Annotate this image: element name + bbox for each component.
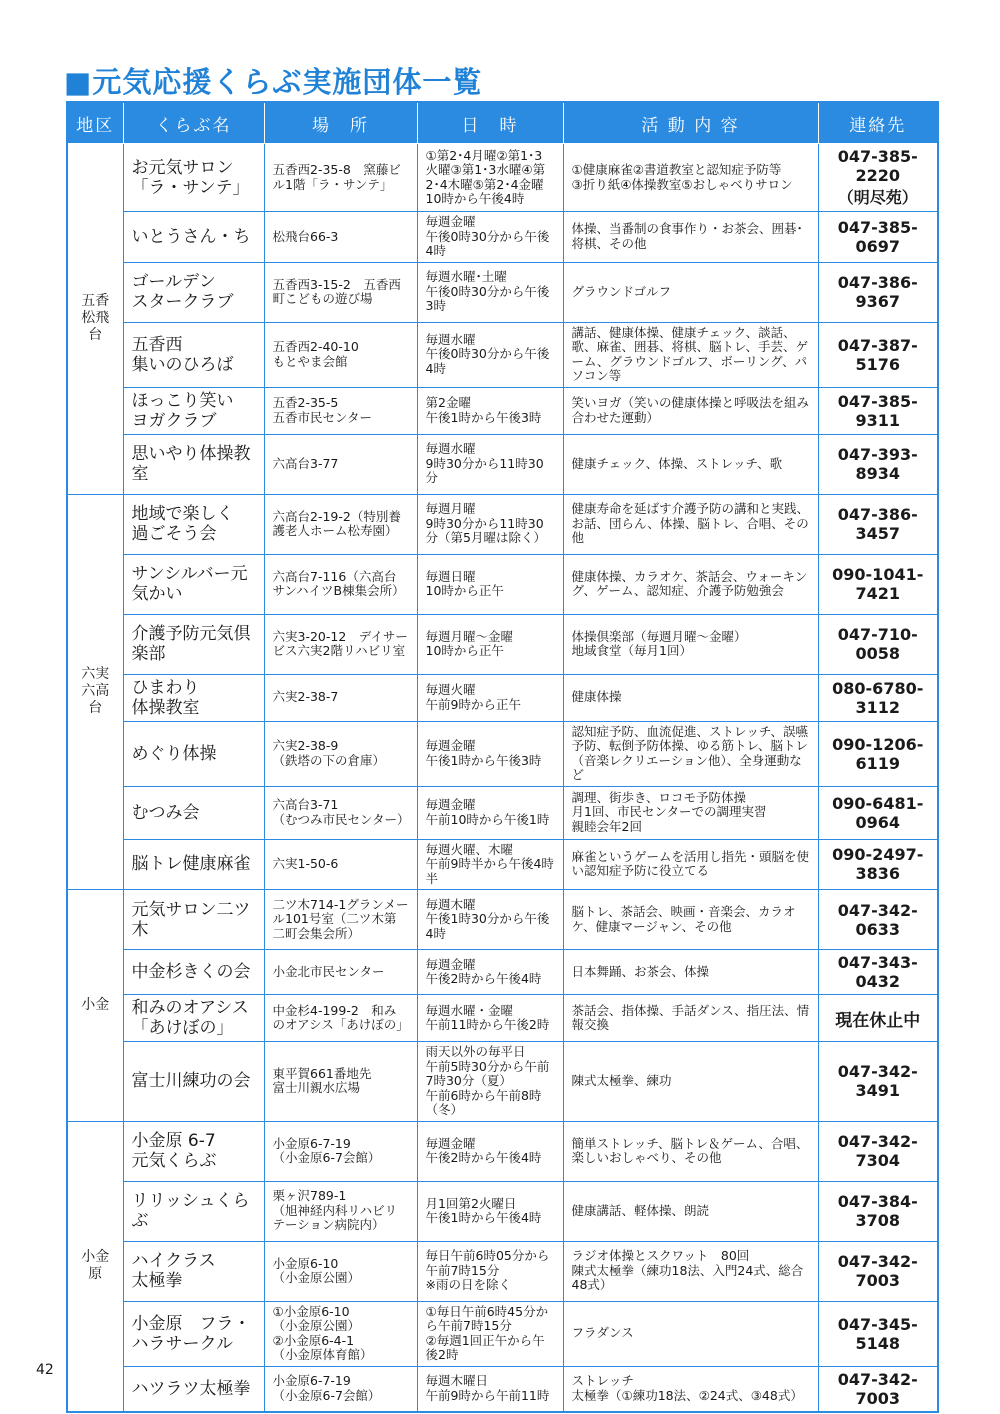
club-activities-text: 笑いヨガ（笑いの健康体操と呼吸法を組み合わせた運動） — [571, 395, 810, 425]
table-body — [67, 144, 938, 1412]
club-name-text: 小金原 6-7 元気くらぶ — [131, 1131, 217, 1171]
club-contact — [818, 144, 938, 212]
club-activities — [563, 674, 818, 721]
club-contact-text: 080-6780-3112 — [832, 678, 924, 717]
club-place-text: 五香西2-40-10 もとやま会館 — [272, 339, 359, 369]
club-contact — [818, 1181, 938, 1241]
district-cell — [67, 890, 123, 1122]
club-datetime — [417, 387, 563, 434]
club-name — [123, 950, 264, 995]
club-datetime-text: ①毎日午前6時45分から午前7時15分 ②毎週1回正午から午後2時 — [425, 1303, 549, 1362]
club-name — [123, 434, 264, 494]
club-activities-text: 日本舞踊、お茶会、体操 — [571, 963, 710, 979]
table-row — [67, 890, 938, 950]
club-place-text: 小金北市民センター — [272, 963, 385, 979]
club-datetime-text: 毎週火曜 午前9時から正午 — [425, 682, 521, 712]
club-activities — [563, 1181, 818, 1241]
club-contact — [818, 262, 938, 322]
club-activities-text: ラジオ体操とスクワット 80回 陳式太極拳（練功18法、入門24式、総合48式） — [571, 1248, 804, 1293]
club-datetime-text: 毎週水曜・金曜 午前11時から午後2時 — [425, 1002, 550, 1032]
club-place — [264, 494, 417, 554]
table-row — [67, 1042, 938, 1122]
club-place — [264, 212, 417, 263]
club-activities — [563, 995, 818, 1042]
club-datetime-text: 毎週日曜 10時から正午 — [425, 568, 504, 598]
club-activities — [563, 554, 818, 614]
club-contact-text: 090-2497-3836 — [832, 845, 924, 884]
table-row — [67, 1301, 938, 1366]
club-datetime — [417, 890, 563, 950]
club-activities-text: 講話、健康体操、健康チェック、談話、歌、麻雀、囲碁、将棋、脳トレ、手芸、ゲーム、グラウンドゴルフ、ボーリング、パソコン等 — [571, 324, 809, 383]
club-contact-text: 047-342-0633 — [837, 900, 918, 939]
club-name — [123, 322, 264, 387]
club-place — [264, 144, 417, 212]
club-datetime-text: 毎週月曜～金曜 10時から正午 — [425, 628, 514, 658]
club-datetime-text: 毎週木曜 午後1時30分から午後4時 — [425, 896, 550, 941]
club-place — [264, 950, 417, 995]
club-activities — [563, 950, 818, 995]
club-name — [123, 674, 264, 721]
club-name-text: 介護予防元気倶 楽部 — [131, 624, 251, 664]
club-place-text: 六高台7-116（六高台サンハイツB棟集会所） — [272, 568, 405, 598]
club-place-text: 小金原6-7-19 （小金原6-7会館） — [272, 1373, 381, 1403]
club-name — [123, 494, 264, 554]
club-activities-text: 陳式太極拳、練功 — [571, 1073, 672, 1088]
club-place — [264, 554, 417, 614]
club-name-text: ハイクラス 太極拳 — [131, 1251, 216, 1291]
club-datetime — [417, 995, 563, 1042]
club-activities-text: 体操、当番制の食事作り・お茶会、囲碁･将棋、その他 — [571, 221, 803, 251]
club-activities — [563, 1241, 818, 1301]
club-name-text: 和みのオアシス 「あけぼの」 — [131, 998, 249, 1038]
club-datetime — [417, 1301, 563, 1366]
club-contact-text: 090-1206-6119 — [832, 734, 924, 773]
district-label: 六実 六高台 — [81, 666, 110, 717]
club-place — [264, 674, 417, 721]
club-contact-text: 047-343-0432 — [837, 953, 918, 991]
club-activities — [563, 494, 818, 554]
club-contact — [818, 950, 938, 995]
club-activities-text: 健康体操、カラオケ、茶話会、ウォーキング、ゲーム、認知症、介護予防勉強会 — [571, 568, 808, 598]
club-activities — [563, 434, 818, 494]
table-row — [67, 1366, 938, 1412]
club-place-text: 六高台2-19-2（特別養護老人ホーム松寿園） — [272, 508, 401, 538]
table-row — [67, 995, 938, 1042]
club-place — [264, 1042, 417, 1122]
club-activities-text: ①健康麻雀②書道教室と認知症予防等 ③折り紙④体操教室⑤おしゃべりサロン — [571, 162, 793, 192]
club-name — [123, 1241, 264, 1301]
club-name-text: 小金原 フラ・ ハラサークル — [131, 1313, 251, 1354]
club-name-text: 地域で楽しく 過ごそう会 — [131, 504, 234, 544]
table-row — [67, 212, 938, 263]
club-contact — [818, 614, 938, 674]
district-cell — [67, 1121, 123, 1412]
page-title: ■元気応援くらぶ実施団体一覧 — [64, 65, 483, 99]
club-contact — [818, 1241, 938, 1301]
club-contact-text: 047-385-0697 — [837, 217, 918, 256]
header-place: 場 所 — [264, 102, 417, 144]
club-name — [123, 721, 264, 786]
club-name-text: めぐり体操 — [131, 743, 217, 764]
district-cell — [67, 494, 123, 890]
club-name — [123, 995, 264, 1042]
club-datetime — [417, 212, 563, 263]
club-datetime-text: 毎週木曜日 午前9時から午前11時 — [425, 1373, 550, 1403]
club-place-text: ①小金原6-10 （小金原公園） ②小金原6-4-1 （小金原体育館） — [272, 1303, 373, 1362]
club-datetime — [417, 1042, 563, 1122]
club-place — [264, 262, 417, 322]
club-place-text: 六高台3-77 — [272, 455, 339, 471]
club-name — [123, 1366, 264, 1412]
club-contact-text: 047-387-5176 — [837, 335, 918, 374]
club-place — [264, 786, 417, 839]
club-contact — [818, 674, 938, 721]
club-contact — [818, 1366, 938, 1412]
club-datetime — [417, 1181, 563, 1241]
club-place-text: 六実2-38-7 — [272, 689, 339, 705]
club-datetime — [417, 494, 563, 554]
table-row — [67, 144, 938, 212]
club-activities-text: ストレッチ 太極拳（①練功18法、②24式、③48式） — [571, 1373, 803, 1403]
club-datetime-text: 毎週金曜 午後0時30分から午後4時 — [425, 214, 550, 258]
club-place — [264, 434, 417, 494]
club-contact — [818, 434, 938, 494]
club-place-text: 小金原6-10 （小金原公園） — [272, 1255, 361, 1285]
club-activities — [563, 1042, 818, 1122]
club-contact-text: 047-345-5148 — [837, 1314, 918, 1353]
table-row — [67, 554, 938, 614]
club-contact-text: 047-342-3491 — [837, 1062, 918, 1101]
club-contact-text: 090-1041-7421 — [832, 565, 924, 603]
club-place-text: 栗ヶ沢789-1 （旭神経内科リハビリテーション病院内） — [272, 1188, 398, 1233]
club-place — [264, 839, 417, 890]
club-place — [264, 322, 417, 387]
club-name-text: 中金杉きくの会 — [131, 962, 251, 982]
club-datetime-text: 第2金曜 午後1時から午後3時 — [425, 395, 542, 425]
club-contact — [818, 1121, 938, 1181]
table-row — [67, 1241, 938, 1301]
header-datetime: 日 時 — [417, 102, 563, 144]
club-activities — [563, 387, 818, 434]
club-activities — [563, 721, 818, 786]
club-name — [123, 1121, 264, 1181]
club-name-text: 脳トレ健康麻雀 — [131, 854, 251, 875]
club-name — [123, 1042, 264, 1122]
club-name — [123, 144, 264, 212]
club-contact — [818, 721, 938, 786]
club-activities — [563, 262, 818, 322]
club-contact — [818, 995, 938, 1042]
club-name — [123, 1301, 264, 1366]
district-cell — [67, 144, 123, 495]
club-activities-text: 簡単ストレッチ、脳トレ＆ゲーム、合唱、楽しいおしゃべり、その他 — [571, 1135, 809, 1165]
club-name — [123, 786, 264, 839]
club-activities — [563, 1301, 818, 1366]
district-label: 小金原 — [81, 1249, 110, 1282]
club-datetime-text: ①第2･4月曜②第1･3火曜③第1･3水曜④第2･4木曜⑤第2･4金曜 10時から午後4時 — [425, 147, 546, 206]
club-contact — [818, 212, 938, 263]
club-name — [123, 890, 264, 950]
club-activities-text: グラウンドゴルフ — [571, 283, 672, 299]
table-row — [67, 950, 938, 995]
club-activities — [563, 1121, 818, 1181]
club-place-text: 六実3-20-12 デイサービス六実2階リハビリ室 — [272, 628, 408, 658]
club-contact-text: 047-393-8934 — [837, 445, 918, 483]
club-contact — [818, 387, 938, 434]
club-name-text: リリッシュくらぶ — [131, 1191, 250, 1231]
club-name-text: 元気サロン二ツ木 — [131, 899, 251, 940]
table-row — [67, 614, 938, 674]
table-row — [67, 1181, 938, 1241]
page-number: 42 — [36, 1362, 54, 1378]
club-datetime-text: 毎週月曜 9時30分から11時30分（第5月曜は除く） — [425, 501, 546, 546]
club-activities-text: 調理、街歩き、ロコモ予防体操 月1回、市民センターでの調理実習 親睦会年2回 — [571, 789, 767, 834]
club-name — [123, 554, 264, 614]
club-place-text: 六実1-50-6 — [272, 856, 339, 871]
club-name — [123, 262, 264, 322]
table-row — [67, 322, 938, 387]
club-datetime — [417, 434, 563, 494]
table-row — [67, 387, 938, 434]
club-datetime-text: 毎週金曜 午後2時から午後4時 — [425, 956, 542, 986]
club-contact — [818, 1042, 938, 1122]
club-place — [264, 614, 417, 674]
club-name-text: ほっこり笑い ヨガクラブ — [131, 390, 234, 431]
club-contact — [818, 494, 938, 554]
club-name-text: 思いやり体操教室 — [131, 444, 251, 484]
club-datetime-text: 毎週金曜 午前10時から午後1時 — [425, 797, 550, 827]
club-contact-text: 047-710-0058 — [837, 625, 918, 663]
club-activities — [563, 322, 818, 387]
club-datetime-text: 毎週水曜･土曜 午後0時30分から午後3時 — [425, 269, 550, 314]
table-row — [67, 674, 938, 721]
club-contact-text: 047-342-7003 — [837, 1369, 918, 1408]
club-contact — [818, 786, 938, 839]
club-name-text: ひまわり 体操教室 — [131, 677, 200, 718]
club-datetime — [417, 674, 563, 721]
club-contact-text: 047-342-7304 — [837, 1132, 918, 1170]
club-activities-text: 健康体操 — [571, 689, 622, 705]
club-datetime-text: 毎週水曜 9時30分から11時30分 — [425, 441, 544, 486]
header-club-name: くらぶ名 — [123, 102, 264, 144]
club-place — [264, 890, 417, 950]
club-datetime-text: 毎週水曜 午後0時30分から午後4時 — [425, 331, 550, 376]
club-activities-text: 体操倶楽部（毎週月曜～金曜） 地域食堂（毎月1回） — [571, 628, 747, 658]
table-row — [67, 1121, 938, 1181]
club-contact-text: 現在休止中 — [835, 1010, 921, 1031]
club-place-text: 六高台3-71 （むつみ市民センター） — [272, 797, 410, 827]
club-datetime — [417, 554, 563, 614]
table-row — [67, 434, 938, 494]
club-datetime — [417, 839, 563, 890]
table-row — [67, 262, 938, 322]
club-name-text: サンシルバー元 気かい — [131, 564, 248, 604]
club-datetime-text: 毎週金曜 午後1時から午後3時 — [425, 738, 542, 768]
club-contact-text: 090-6481-0964 — [832, 793, 924, 832]
club-activities-text: 認知症予防、血流促進、ストレッチ、誤嚥予防、転倒予防体操、ゆる筋トレ、脳トレ（音楽レクリエーション他）、全身運動など — [571, 723, 809, 782]
club-place-text: 六実2-38-9 （鉄塔の下の倉庫） — [272, 738, 386, 768]
club-activities-text: 健康チェック、体操、ストレッチ、歌 — [571, 455, 783, 471]
club-place — [264, 387, 417, 434]
club-name — [123, 614, 264, 674]
club-place — [264, 721, 417, 786]
club-name — [123, 212, 264, 263]
club-contact — [818, 554, 938, 614]
club-place-text: 東平賀661番地先 富士川親水広場 — [272, 1065, 372, 1096]
table-row — [67, 839, 938, 890]
club-place — [264, 1301, 417, 1366]
header-district: 地区 — [67, 102, 123, 144]
club-datetime-text: 毎日午前6時05分から午前7時15分 ※雨の日を除く — [425, 1248, 550, 1293]
club-datetime — [417, 322, 563, 387]
club-activities — [563, 1366, 818, 1412]
club-place-text: 五香西3-15-2 五香西町こどもの遊び場 — [272, 276, 401, 306]
table-row — [67, 721, 938, 786]
club-datetime-text: 雨天以外の毎平日 午前5時30分から午前7時30分（夏） 午前6時から午前8時（冬） — [425, 1044, 550, 1117]
club-activities-text: 健康寿命を延ばす介護予防の講和と実践、お話、団らん、体操、脳トレ、合唱、その他 — [571, 501, 810, 546]
club-contact-text: 047-385-2220 （明尽苑） — [837, 147, 918, 207]
club-activities-text: フラダンス — [571, 1325, 634, 1341]
club-activities — [563, 212, 818, 263]
club-place-text: 五香西2-35-8 窯藤ビル1階「ラ・サンテ」 — [272, 162, 401, 192]
table-row — [67, 494, 938, 554]
club-contact — [818, 322, 938, 387]
club-datetime — [417, 1121, 563, 1181]
club-datetime — [417, 950, 563, 995]
club-contact — [818, 890, 938, 950]
club-place — [264, 1366, 417, 1412]
club-datetime — [417, 721, 563, 786]
club-activities-text: 茶話会、指体操、手話ダンス、指圧法、情報交換 — [571, 1002, 810, 1032]
club-activities-text: 健康講話、軽体操、朗読 — [571, 1202, 710, 1218]
club-name-text: いとうさん・ち — [131, 226, 251, 247]
club-name-text: 富士川練功の会 — [131, 1071, 251, 1092]
club-place-text: 松飛台66-3 — [272, 228, 339, 244]
club-activities — [563, 839, 818, 890]
club-name-text: お元気サロン 「ラ・サンテ」 — [131, 157, 250, 198]
club-name-text: ゴールデン スタークラブ — [131, 272, 234, 312]
club-name-text: 五香西 集いのひろば — [131, 334, 234, 375]
club-name — [123, 839, 264, 890]
club-place-text: 五香2-35-5 五香市民センター — [272, 395, 373, 425]
club-table — [66, 101, 939, 1413]
club-datetime — [417, 262, 563, 322]
club-contact-text: 047-342-7003 — [837, 1252, 918, 1290]
club-name — [123, 1181, 264, 1241]
club-place-text: 小金原6-7-19 （小金原6-7会館） — [272, 1135, 381, 1165]
club-contact-text: 047-385-9311 — [837, 391, 918, 430]
club-contact-text: 047-384-3708 — [837, 1192, 918, 1230]
club-contact — [818, 1301, 938, 1366]
club-contact-text: 047-386-9367 — [837, 273, 918, 311]
club-place — [264, 995, 417, 1042]
club-activities — [563, 614, 818, 674]
club-place — [264, 1181, 417, 1241]
club-place-text: 二ツ木714-1グランメール101号室（二ツ木第二町会集会所） — [272, 896, 409, 941]
club-place — [264, 1241, 417, 1301]
table-header-row — [67, 102, 938, 144]
club-datetime — [417, 144, 563, 212]
club-place-text: 中金杉4-199-2 和みのオアシス「あけぼの」 — [272, 1002, 409, 1032]
club-datetime-text: 毎週火曜、木曜 午前9時半から午後4時半 — [425, 841, 554, 886]
district-label: 小金 — [81, 996, 110, 1013]
club-activities — [563, 786, 818, 839]
club-name-text: むつみ会 — [131, 802, 200, 823]
club-contact-text: 047-386-3457 — [837, 505, 918, 543]
club-datetime-text: 月1回第2火曜日 午後1時から午後4時 — [425, 1195, 542, 1225]
club-activities-text: 麻雀というゲームを活用し指先・頭脳を使い認知症予防に役立てる — [571, 848, 810, 879]
club-activities — [563, 890, 818, 950]
club-datetime — [417, 786, 563, 839]
club-activities-text: 脳トレ、茶話会、映画・音楽会、カラオケ、健康マージャン、その他 — [571, 904, 796, 934]
table-row — [67, 786, 938, 839]
club-place — [264, 1121, 417, 1181]
club-activities — [563, 144, 818, 212]
header-activities: 活 動 内 容 — [563, 102, 818, 144]
club-name-text: ハツラツ太極拳 — [131, 1378, 251, 1399]
club-datetime — [417, 614, 563, 674]
header-contact: 連絡先 — [818, 102, 938, 144]
club-datetime-text: 毎週金曜 午後2時から午後4時 — [425, 1135, 542, 1165]
club-name — [123, 387, 264, 434]
club-contact — [818, 839, 938, 890]
club-datetime — [417, 1366, 563, 1412]
district-label: 五香 松飛台 — [81, 293, 110, 344]
club-datetime — [417, 1241, 563, 1301]
